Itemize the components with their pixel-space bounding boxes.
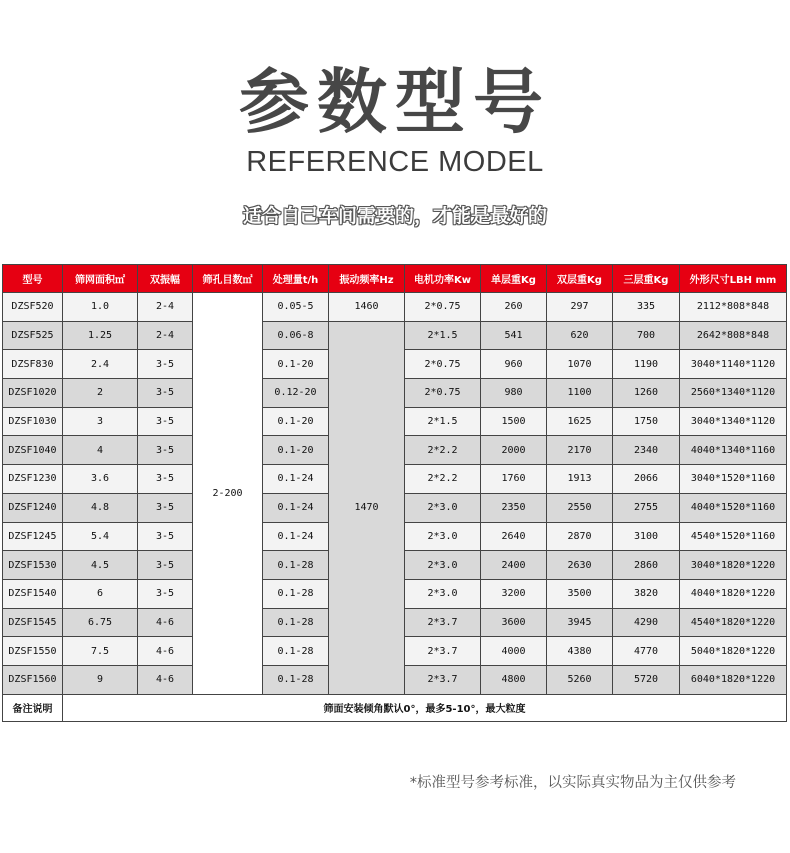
cell-weight-single: 3200 — [481, 579, 547, 608]
cell-area: 4.5 — [63, 551, 138, 580]
cell-weight-triple: 5720 — [613, 665, 680, 694]
column-header: 处理量t/h — [263, 265, 329, 293]
cell-weight-single: 2640 — [481, 522, 547, 551]
cell-weight-triple: 4290 — [613, 608, 680, 637]
cell-area: 2 — [63, 379, 138, 408]
cell-weight-triple: 4770 — [613, 637, 680, 666]
cell-amplitude: 3-5 — [138, 551, 193, 580]
table-row — [3, 293, 787, 322]
cell-area: 4 — [63, 436, 138, 465]
column-header: 双振幅 — [138, 265, 193, 293]
cell-amplitude: 3-5 — [138, 493, 193, 522]
cell-amplitude: 3-5 — [138, 522, 193, 551]
cell-model: DZSF1040 — [3, 436, 63, 465]
cell-power: 2*0.75 — [405, 350, 481, 379]
column-header: 型号 — [3, 265, 63, 293]
cell-power: 2*0.75 — [405, 379, 481, 408]
cell-power: 2*2.2 — [405, 436, 481, 465]
cell-model: DZSF525 — [3, 321, 63, 350]
cell-power: 2*3.7 — [405, 608, 481, 637]
cell-dimensions: 4040*1340*1160 — [680, 436, 787, 465]
slogan: 适合自己车间需要的，才能是最好的 — [242, 205, 547, 227]
cell-dimensions: 3040*1140*1120 — [680, 350, 787, 379]
cell-dimensions: 2642*808*848 — [680, 321, 787, 350]
cell-capacity: 0.1-28 — [263, 579, 329, 608]
footer-note: *标准型号参考标准，以实际真实物品为主仅供参考 — [409, 775, 736, 791]
note-row — [3, 694, 787, 721]
cell-area: 1.25 — [63, 321, 138, 350]
note-label: 备注说明 — [3, 694, 63, 721]
cell-capacity: 0.1-24 — [263, 522, 329, 551]
cell-power: 2*1.5 — [405, 321, 481, 350]
cell-model: DZSF830 — [3, 350, 63, 379]
cell-dimensions: 3040*1340*1120 — [680, 407, 787, 436]
column-header: 三层重Kg — [613, 265, 680, 293]
cell-weight-double: 2630 — [547, 551, 613, 580]
cell-frequency-merged: 1470 — [329, 321, 405, 694]
cell-amplitude: 4-6 — [138, 608, 193, 637]
cell-power: 2*3.0 — [405, 493, 481, 522]
cell-weight-single: 3600 — [481, 608, 547, 637]
cell-weight-double: 5260 — [547, 665, 613, 694]
cell-area: 3 — [63, 407, 138, 436]
cell-model: DZSF1560 — [3, 665, 63, 694]
cell-model: DZSF1530 — [3, 551, 63, 580]
cell-weight-single: 1760 — [481, 465, 547, 494]
table-header-row — [3, 265, 787, 293]
cell-weight-double: 1913 — [547, 465, 613, 494]
cell-amplitude: 3-5 — [138, 407, 193, 436]
cell-weight-double: 1100 — [547, 379, 613, 408]
cell-weight-single: 260 — [481, 293, 547, 322]
cell-model: DZSF1020 — [3, 379, 63, 408]
cell-weight-double: 1625 — [547, 407, 613, 436]
cell-weight-triple: 2860 — [613, 551, 680, 580]
cell-weight-single: 2350 — [481, 493, 547, 522]
cell-weight-single: 1500 — [481, 407, 547, 436]
cell-dimensions: 2112*808*848 — [680, 293, 787, 322]
cell-weight-double: 1070 — [547, 350, 613, 379]
cell-capacity: 0.1-20 — [263, 407, 329, 436]
cell-capacity: 0.1-28 — [263, 608, 329, 637]
cell-weight-triple: 2340 — [613, 436, 680, 465]
column-header: 单层重Kg — [481, 265, 547, 293]
cell-capacity: 0.1-28 — [263, 551, 329, 580]
cell-model: DZSF1240 — [3, 493, 63, 522]
cell-area: 4.8 — [63, 493, 138, 522]
cell-weight-single: 541 — [481, 321, 547, 350]
cell-dimensions: 4040*1820*1220 — [680, 579, 787, 608]
cell-model: DZSF520 — [3, 293, 63, 322]
cell-capacity: 0.1-20 — [263, 436, 329, 465]
cell-model: DZSF1030 — [3, 407, 63, 436]
cell-area: 3.6 — [63, 465, 138, 494]
cell-weight-single: 960 — [481, 350, 547, 379]
cell-weight-triple: 700 — [613, 321, 680, 350]
column-header: 振动频率Hz — [329, 265, 405, 293]
cell-model: DZSF1550 — [3, 637, 63, 666]
cell-weight-double: 2170 — [547, 436, 613, 465]
cell-weight-double: 297 — [547, 293, 613, 322]
cell-capacity: 0.1-28 — [263, 637, 329, 666]
cell-power: 2*3.7 — [405, 665, 481, 694]
column-header: 外形尺寸LBH mm — [680, 265, 787, 293]
cell-model: DZSF1230 — [3, 465, 63, 494]
column-header: 筛网面积㎡ — [63, 265, 138, 293]
cell-capacity: 0.1-24 — [263, 465, 329, 494]
cell-weight-triple: 1750 — [613, 407, 680, 436]
cell-power: 2*3.7 — [405, 637, 481, 666]
cell-area: 9 — [63, 665, 138, 694]
cell-area: 1.0 — [63, 293, 138, 322]
cell-amplitude: 3-5 — [138, 350, 193, 379]
cell-amplitude: 3-5 — [138, 579, 193, 608]
cell-weight-single: 4800 — [481, 665, 547, 694]
table-row — [3, 321, 787, 350]
cell-weight-triple: 3820 — [613, 579, 680, 608]
cell-amplitude: 4-6 — [138, 665, 193, 694]
cell-capacity: 0.05-5 — [263, 293, 329, 322]
column-header: 电机功率Kw — [405, 265, 481, 293]
cell-weight-triple: 2755 — [613, 493, 680, 522]
cell-weight-triple: 1190 — [613, 350, 680, 379]
cell-capacity: 0.12-20 — [263, 379, 329, 408]
cell-weight-double: 4380 — [547, 637, 613, 666]
cell-amplitude: 3-5 — [138, 436, 193, 465]
cell-model: DZSF1540 — [3, 579, 63, 608]
cell-capacity: 0.1-28 — [263, 665, 329, 694]
cell-capacity: 0.06-8 — [263, 321, 329, 350]
cell-weight-single: 2000 — [481, 436, 547, 465]
cell-dimensions: 4540*1520*1160 — [680, 522, 787, 551]
cell-weight-single: 2400 — [481, 551, 547, 580]
cell-weight-double: 3500 — [547, 579, 613, 608]
cell-area: 2.4 — [63, 350, 138, 379]
cell-dimensions: 3040*1820*1220 — [680, 551, 787, 580]
column-header: 筛孔目数㎡ — [193, 265, 263, 293]
cell-dimensions: 2560*1340*1120 — [680, 379, 787, 408]
cell-mesh-merged: 2-200 — [193, 293, 263, 695]
cell-weight-triple: 335 — [613, 293, 680, 322]
cell-dimensions: 5040*1820*1220 — [680, 637, 787, 666]
cell-amplitude: 2-4 — [138, 321, 193, 350]
cell-power: 2*2.2 — [405, 465, 481, 494]
cell-dimensions: 6040*1820*1220 — [680, 665, 787, 694]
cell-weight-double: 2870 — [547, 522, 613, 551]
cell-capacity: 0.1-24 — [263, 493, 329, 522]
cell-weight-double: 2550 — [547, 493, 613, 522]
cell-power: 2*3.0 — [405, 551, 481, 580]
cell-frequency: 1460 — [329, 293, 405, 322]
column-header: 双层重Kg — [547, 265, 613, 293]
cell-weight-double: 620 — [547, 321, 613, 350]
page-subtitle: REFERENCE MODEL — [246, 146, 544, 178]
cell-model: DZSF1545 — [3, 608, 63, 637]
cell-weight-double: 3945 — [547, 608, 613, 637]
cell-amplitude: 3-5 — [138, 465, 193, 494]
cell-weight-single: 980 — [481, 379, 547, 408]
cell-amplitude: 3-5 — [138, 379, 193, 408]
page-title: 参数型号 — [239, 61, 551, 143]
cell-area: 6.75 — [63, 608, 138, 637]
cell-power: 2*0.75 — [405, 293, 481, 322]
note-text: 筛面安装倾角默认0°，最多5-10°，最大粒度 — [63, 694, 787, 721]
cell-capacity: 0.1-20 — [263, 350, 329, 379]
cell-dimensions: 3040*1520*1160 — [680, 465, 787, 494]
cell-dimensions: 4540*1820*1220 — [680, 608, 787, 637]
cell-weight-single: 4000 — [481, 637, 547, 666]
cell-weight-triple: 2066 — [613, 465, 680, 494]
cell-model: DZSF1245 — [3, 522, 63, 551]
cell-weight-triple: 1260 — [613, 379, 680, 408]
cell-weight-triple: 3100 — [613, 522, 680, 551]
cell-area: 6 — [63, 579, 138, 608]
cell-power: 2*3.0 — [405, 522, 481, 551]
cell-area: 7.5 — [63, 637, 138, 666]
cell-area: 5.4 — [63, 522, 138, 551]
cell-power: 2*3.0 — [405, 579, 481, 608]
cell-power: 2*1.5 — [405, 407, 481, 436]
cell-amplitude: 2-4 — [138, 293, 193, 322]
cell-amplitude: 4-6 — [138, 637, 193, 666]
cell-dimensions: 4040*1520*1160 — [680, 493, 787, 522]
spec-table — [2, 264, 787, 722]
